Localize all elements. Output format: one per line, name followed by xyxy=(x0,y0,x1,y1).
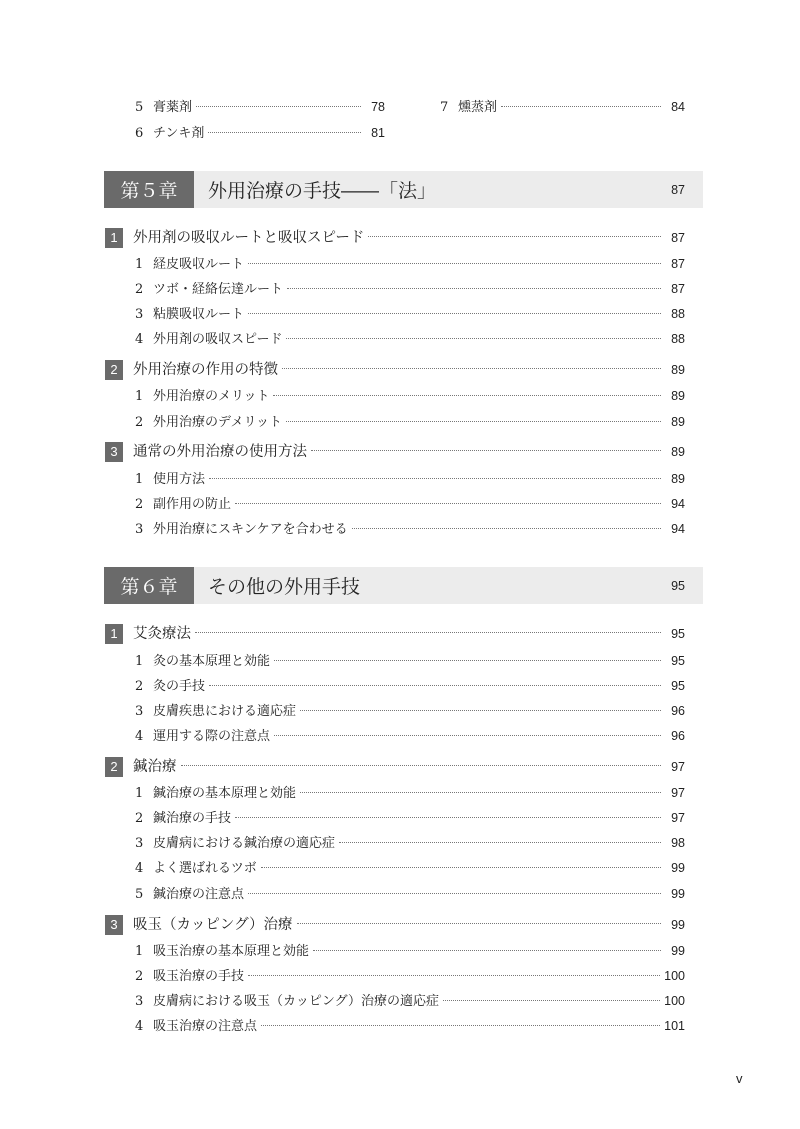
chapter-page: 87 xyxy=(671,182,685,197)
toc-item[interactable]: 1 鍼治療の基本原理と効能 97 xyxy=(135,783,685,804)
toc-item-title: 副作用の防止 xyxy=(153,497,232,512)
leader-dots xyxy=(443,1000,660,1001)
page-number: v xyxy=(736,1071,743,1086)
toc-item-page: 88 xyxy=(671,332,685,346)
toc-item[interactable]: 2 鍼治療の手技 97 xyxy=(135,808,685,829)
toc-item-page: 95 xyxy=(671,679,685,693)
toc-item-title: 外用治療のデメリット xyxy=(153,415,282,430)
section-number: 3 xyxy=(105,442,123,462)
toc-item[interactable]: 5 膏薬剤 78 xyxy=(135,97,385,118)
leader-dots xyxy=(311,450,661,451)
toc-item-title: 外用治療にスキンケアを合わせる xyxy=(153,522,348,537)
toc-item-page: 81 xyxy=(371,126,385,140)
section-title: 艾灸療法 xyxy=(133,626,191,642)
leader-dots xyxy=(274,735,661,736)
leader-dots xyxy=(339,842,661,843)
toc-item-title: 外用治療のメリット xyxy=(153,389,270,404)
toc-item-title: ツボ・経絡伝達ルート xyxy=(153,282,284,297)
toc-item-page: 97 xyxy=(671,811,685,825)
section-page: 87 xyxy=(671,231,685,245)
leader-dots xyxy=(501,106,661,107)
toc-item-title: 膏薬剤 xyxy=(153,100,193,115)
leader-dots xyxy=(287,288,661,289)
toc-item-title: 燻蒸剤 xyxy=(458,100,498,115)
toc-item-title: 鍼治療の注意点 xyxy=(153,887,245,902)
section-number: 3 xyxy=(105,915,123,935)
toc-item-title: 吸玉治療の注意点 xyxy=(153,1019,258,1034)
leader-dots xyxy=(248,263,661,264)
toc-item-page: 78 xyxy=(371,100,385,114)
leader-dots xyxy=(261,867,661,868)
toc-item-page: 96 xyxy=(671,729,685,743)
toc-item-page: 100 xyxy=(664,994,685,1008)
chapter-heading[interactable] xyxy=(104,567,703,604)
toc-item[interactable]: 4 吸玉治療の注意点 101 xyxy=(135,1016,685,1037)
leader-dots xyxy=(300,710,661,711)
leader-dots xyxy=(261,1025,660,1026)
section-heading[interactable] xyxy=(105,359,685,381)
toc-item-page: 84 xyxy=(671,100,685,114)
toc-item-page: 87 xyxy=(671,257,685,271)
toc-item-page: 94 xyxy=(671,497,685,511)
toc-item[interactable]: 3 皮膚病における鍼治療の適応症 98 xyxy=(135,833,685,854)
leader-dots xyxy=(248,893,661,894)
toc-item[interactable]: 3 皮膚疾患における適応症 96 xyxy=(135,701,685,722)
toc-item-page: 100 xyxy=(664,969,685,983)
toc-item[interactable]: 1 吸玉治療の基本原理と効能 99 xyxy=(135,941,685,962)
chapter-title: 外用治療の手技――「法」 xyxy=(208,180,437,202)
section-title: 鍼治療 xyxy=(133,759,177,775)
toc-item-page: 97 xyxy=(671,786,685,800)
toc-item[interactable]: 4 運用する際の注意点 96 xyxy=(135,726,685,747)
section-title: 吸玉（カッピング）治療 xyxy=(133,917,293,933)
chapter-title: その他の外用手技 xyxy=(208,576,361,598)
leader-dots xyxy=(248,975,660,976)
chapter-heading[interactable] xyxy=(104,171,703,208)
toc-item-page: 99 xyxy=(671,887,685,901)
leader-dots xyxy=(235,503,661,504)
toc-item-title: 粘膜吸収ルート xyxy=(153,307,245,322)
toc-item-title: 皮膚病における鍼治療の適応症 xyxy=(153,836,336,851)
leader-dots xyxy=(209,685,661,686)
toc-item-title: 鍼治療の基本原理と効能 xyxy=(153,786,297,801)
section-page: 89 xyxy=(671,445,685,459)
toc-item-title: よく選ばれるツボ xyxy=(153,861,257,876)
toc-item-page: 88 xyxy=(671,307,685,321)
toc-item[interactable]: 2 吸玉治療の手技 100 xyxy=(135,966,685,987)
section-page: 95 xyxy=(671,627,685,641)
section-heading[interactable] xyxy=(105,756,685,778)
leader-dots xyxy=(352,528,661,529)
toc-item[interactable]: 1 経皮吸収ルート 87 xyxy=(135,254,685,275)
leader-dots xyxy=(282,368,661,369)
leader-dots xyxy=(313,950,661,951)
toc-item-title: 灸の基本原理と効能 xyxy=(153,654,271,669)
leader-dots xyxy=(368,236,661,237)
toc-item[interactable]: 2 ツボ・経絡伝達ルート 87 xyxy=(135,279,685,300)
chapter-page: 95 xyxy=(671,578,685,593)
leader-dots xyxy=(209,478,661,479)
toc-item[interactable]: 7 燻蒸剤 84 xyxy=(440,97,685,118)
toc-item[interactable]: 1 使用方法 89 xyxy=(135,469,685,490)
toc-item-title: 吸玉治療の基本原理と効能 xyxy=(153,944,310,959)
toc-item[interactable]: 2 外用治療のデメリット 89 xyxy=(135,412,685,433)
chapter-label: 第５章 xyxy=(104,171,194,208)
toc-item[interactable]: 1 灸の基本原理と効能 95 xyxy=(135,651,685,672)
leader-dots xyxy=(196,106,361,107)
section-heading[interactable] xyxy=(105,441,685,463)
toc-item[interactable]: 3 外用治療にスキンケアを合わせる 94 xyxy=(135,519,685,540)
toc-item[interactable]: 4 外用剤の吸収スピード 88 xyxy=(135,329,685,350)
section-page: 97 xyxy=(671,760,685,774)
toc-item-title: 皮膚疾患における適応症 xyxy=(153,704,297,719)
toc-item[interactable]: 3 粘膜吸収ルート 88 xyxy=(135,304,685,325)
toc-item[interactable]: 2 副作用の防止 94 xyxy=(135,494,685,515)
section-title: 通常の外用治療の使用方法 xyxy=(133,444,307,460)
toc-item[interactable]: 3 皮膚病における吸玉（カッピング）治療の適応症 100 xyxy=(135,991,685,1012)
leader-dots xyxy=(273,395,661,396)
leader-dots xyxy=(181,765,662,766)
section-number: 1 xyxy=(105,624,123,644)
toc-item-title: チンキ剤 xyxy=(153,126,205,141)
toc-item-page: 101 xyxy=(664,1019,685,1033)
section-number: 2 xyxy=(105,757,123,777)
section-title: 外用剤の吸収ルートと吸収スピード xyxy=(133,230,365,246)
toc-item-page: 99 xyxy=(671,861,685,875)
section-heading[interactable] xyxy=(105,914,685,936)
toc-item-title: 鍼治療の手技 xyxy=(153,811,232,826)
toc-item-page: 98 xyxy=(671,836,685,850)
toc-item-page: 89 xyxy=(671,415,685,429)
section-page: 99 xyxy=(671,918,685,932)
toc-item-page: 89 xyxy=(671,472,685,486)
section-title: 外用治療の作用の特徴 xyxy=(133,362,278,378)
section-heading[interactable] xyxy=(105,227,685,249)
toc-item-title: 経皮吸収ルート xyxy=(153,257,245,272)
section-page: 89 xyxy=(671,363,685,377)
toc-item-page: 94 xyxy=(671,522,685,536)
toc-item-page: 99 xyxy=(671,944,685,958)
toc-item-page: 87 xyxy=(671,282,685,296)
leader-dots xyxy=(208,132,361,133)
leader-dots xyxy=(300,792,661,793)
leader-dots xyxy=(286,338,661,339)
toc-item-title: 吸玉治療の手技 xyxy=(153,969,245,984)
toc-item-page: 96 xyxy=(671,704,685,718)
toc-item[interactable]: 5 鍼治療の注意点 99 xyxy=(135,884,685,905)
toc-item[interactable]: 4 よく選ばれるツボ 99 xyxy=(135,858,685,879)
toc-item-page: 89 xyxy=(671,389,685,403)
toc-item[interactable]: 2 灸の手技 95 xyxy=(135,676,685,697)
section-number: 1 xyxy=(105,228,123,248)
toc-item-title: 灸の手技 xyxy=(153,679,206,694)
toc-item-title: 外用剤の吸収スピード xyxy=(153,332,283,347)
leader-dots xyxy=(235,817,661,818)
section-number: 2 xyxy=(105,360,123,380)
chapter-label: 第６章 xyxy=(104,567,194,604)
leader-dots xyxy=(286,421,661,422)
leader-dots xyxy=(274,660,661,661)
leader-dots xyxy=(195,632,661,633)
toc-item-page: 95 xyxy=(671,654,685,668)
leader-dots xyxy=(297,923,662,924)
toc-item-title: 運用する際の注意点 xyxy=(153,729,271,744)
toc-item-title: 皮膚病における吸玉（カッピング）治療の適応症 xyxy=(153,994,440,1009)
toc-item[interactable]: 6 チンキ剤 81 xyxy=(135,123,385,144)
leader-dots xyxy=(248,313,661,314)
section-heading[interactable] xyxy=(105,623,685,645)
toc-item-title: 使用方法 xyxy=(153,472,206,487)
toc-item[interactable]: 1 外用治療のメリット 89 xyxy=(135,386,685,407)
